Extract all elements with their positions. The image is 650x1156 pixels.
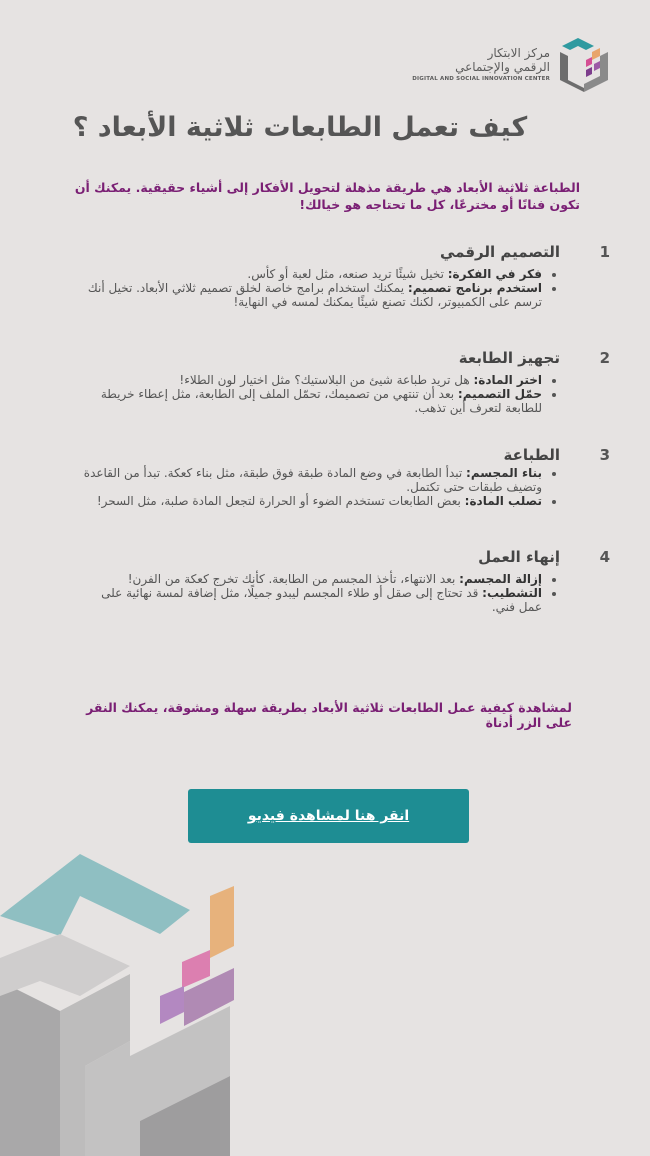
item-text: بعض الطابعات تستخدم الضوء أو الحرارة لتجعل المادة صلبة، مثل السحر!	[96, 494, 465, 508]
step-number: 3	[599, 446, 610, 464]
step-list	[80, 466, 560, 508]
step-title: إنهاء العمل	[478, 548, 560, 566]
step-list	[80, 267, 560, 309]
item-text: بعد أن تنتهي من تصميمك، تحمّل الملف إلى الطابعة، مثل إعطاء خريطة للطابعة لتعرف أين تذهب.	[100, 387, 542, 415]
watch-video-button[interactable]: انقر هنا لمشاهدة فيديو	[188, 789, 469, 843]
list-item	[80, 373, 542, 387]
step-title: التصميم الرقمي	[440, 243, 560, 261]
step-number: 1	[599, 243, 610, 261]
list-item	[80, 494, 542, 508]
logo-english: DIGITAL AND SOCIAL INNOVATION CENTER	[412, 76, 550, 82]
step-2	[80, 349, 610, 415]
list-item	[80, 281, 542, 309]
step-title: الطباعة	[503, 446, 560, 464]
step-3	[80, 446, 610, 508]
step-list	[80, 373, 560, 415]
logo-cube-icon	[556, 36, 612, 92]
logo	[412, 36, 612, 92]
intro-text: الطباعة ثلاثية الأبعاد هي طريقة مذهلة لتحويل الأفكار إلى أشياء حقيقية. يمكنك أن تكون فنانًا أو مخترعًا، كل ما تحتاجه هو خيالك!	[74, 180, 580, 212]
step-title: تجهيز الطابعة	[458, 349, 560, 367]
item-text: قد تحتاج إلى صقل أو طلاء المجسم ليبدو جميلًا، مثل إضافة لمسة نهائية على عمل فني.	[101, 586, 542, 614]
list-item	[80, 572, 542, 586]
item-label: فكر في الفكرة:	[447, 267, 542, 281]
list-item	[80, 586, 542, 614]
step-list	[80, 572, 560, 614]
item-text: هل تريد طباعة شيئ من البلاستيك؟ مثل اختيار لون الطلاء!	[179, 373, 474, 387]
page-title: كيف تعمل الطابعات ثلاثية الأبعاد ؟	[72, 112, 528, 143]
item-text: بعد الانتهاء، تأخذ المجسم من الطابعة. كأنك تخرج كعكة من الفرن!	[127, 572, 460, 586]
item-label: اختر المادة:	[473, 373, 542, 387]
item-label: بناء المجسم:	[466, 466, 542, 480]
list-item	[80, 267, 542, 281]
item-label: التشطيب:	[482, 586, 542, 600]
step-number: 2	[599, 349, 610, 367]
item-text: تبدأ الطابعة في وضع المادة طبقة فوق طبقة، مثل بناء كعكة. تبدأ من القاعدة وتضيف طبقات حتى تكتمل.	[83, 466, 542, 494]
item-label: إزالة المجسم:	[459, 572, 542, 586]
list-item	[80, 466, 542, 494]
item-label: حمّل التصميم:	[457, 387, 542, 401]
step-4	[80, 548, 610, 614]
list-item	[80, 387, 542, 415]
outro-text: لمشاهدة كيفية عمل الطابعات ثلاثية الأبعاد بطريقة سهلة ومشوقة، يمكنك النقر على الزر أدناة	[86, 700, 572, 730]
logo-line2: الرقمي والإجتماعي	[455, 60, 550, 74]
item-label: استخدم برنامج تصميم:	[407, 281, 542, 295]
step-number: 4	[599, 548, 610, 566]
item-text: يمكنك استخدام برامج خاصة لخلق تصميم ثلاثي الأبعاد. تخيل أنك ترسم على الكمبيوتر، لكنك تصنع شيئًا يمكنك لمسه في النهاية!	[87, 281, 542, 309]
item-text: تخيل شيئًا تريد صنعه، مثل لعبة أو كأس.	[247, 267, 448, 281]
decorative-cube-graphic	[0, 846, 240, 1156]
item-label: تصلب المادة:	[464, 494, 542, 508]
logo-text	[412, 46, 550, 82]
logo-line1: مركز الابتكار	[487, 46, 550, 60]
step-1	[80, 243, 610, 309]
